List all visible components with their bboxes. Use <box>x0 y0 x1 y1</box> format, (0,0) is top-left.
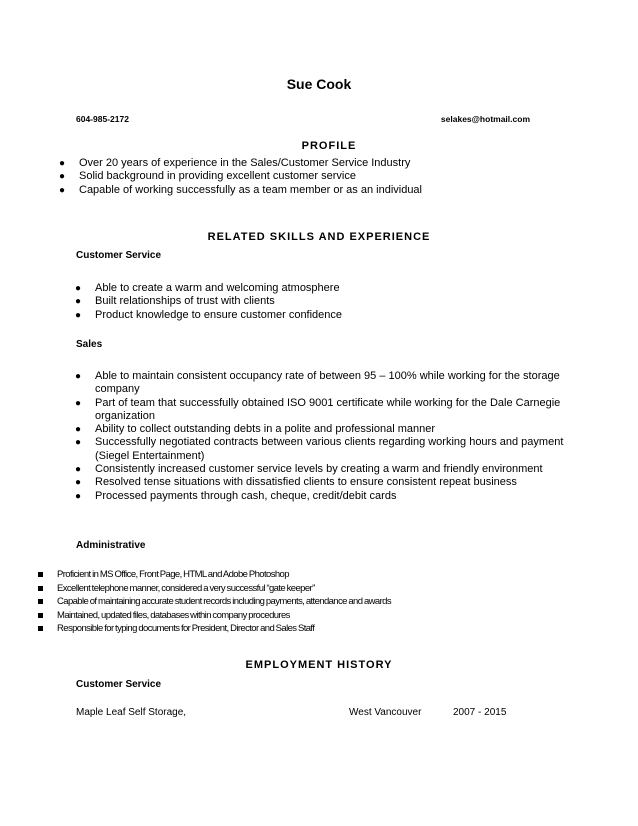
list-item: ● Ability to collect outstanding debts in a polite and professional manner <box>75 423 435 436</box>
customer-service-list <box>75 282 565 322</box>
square-bullet-icon <box>38 626 43 631</box>
location: West Vancouver <box>349 707 422 718</box>
list-item: ● Part of team that successfully obtained ISO 9001 certificate while working for the Dale Carnegie organization <box>75 396 561 422</box>
bullet-icon: ● <box>75 424 82 436</box>
bullet-icon: ● <box>75 490 82 502</box>
employment-section-title: Customer Service <box>76 679 162 690</box>
bullet-icon: ● <box>75 464 82 476</box>
square-bullet-icon <box>38 572 43 577</box>
bullet-icon: ● <box>59 158 66 169</box>
list-item: ● Able to create a warm and welcoming atmosphere <box>75 282 340 294</box>
list-item: ● Solid background in providing excellent customer service <box>59 170 356 183</box>
square-bullet-icon <box>38 599 43 604</box>
list-item: ● Successfully negotiated contracts between various clients regarding working hours and payment (Siegel Entertainment) <box>75 436 564 462</box>
list-item: Excellent telephone manner, considered a very successful “gate keeper” <box>57 582 391 596</box>
list-item: ● Processed payments through cash, cheque, credit/debit cards <box>75 489 397 502</box>
bullet-icon: ● <box>75 283 82 294</box>
list-item: ● Able to maintain consistent occupancy rate of between 95 – 100% while working for the storage company <box>75 370 560 396</box>
profile-heading: PROFILE <box>301 140 357 152</box>
bullet-icon: ● <box>75 296 82 308</box>
sales-title: Sales <box>76 339 103 350</box>
sales-list <box>75 370 565 503</box>
employment-heading: EMPLOYMENT HISTORY <box>245 659 393 671</box>
bullet-icon: ● <box>75 437 82 449</box>
list-item: Maintained, updated files, databases within company procedures <box>57 609 391 623</box>
bullet-icon: ● <box>75 309 82 321</box>
list-item: ● Product knowledge to ensure customer confidence <box>75 308 343 321</box>
profile-list <box>59 157 579 197</box>
list-item: Capable of maintaining accurate student records including payments, attendance and awards <box>57 595 391 609</box>
administrative-list <box>57 568 391 636</box>
square-bullet-icon <box>38 586 43 591</box>
administrative-title: Administrative <box>76 540 146 551</box>
email-address: selakes@hotmail.com <box>440 114 530 124</box>
resume-name: Sue Cook <box>286 76 352 92</box>
bullet-icon: ● <box>59 171 66 183</box>
bullet-icon: ● <box>75 397 82 409</box>
customer-service-title: Customer Service <box>76 250 162 261</box>
bullet-icon: ● <box>75 371 82 382</box>
years: 2007 - 2015 <box>453 707 507 718</box>
bullet-icon: ● <box>75 477 82 489</box>
employer: Maple Leaf Self Storage, <box>76 707 187 718</box>
square-bullet-icon <box>38 613 43 618</box>
phone-number: 604-985-2172 <box>76 114 129 124</box>
list-item: ● Resolved tense situations with dissatisfied clients to ensure consistent repeat business <box>75 476 517 489</box>
list-item: ● Consistently increased customer service levels by creating a warm and friendly environment <box>75 463 543 476</box>
list-item: Proficient in MS Office, Front Page, HTML and Adobe Photoshop <box>57 568 391 582</box>
list-item: ● Capable of working successfully as a team member or as an individual <box>59 183 422 196</box>
list-item: ● Over 20 years of experience in the Sales/Customer Service Industry <box>59 157 411 169</box>
bullet-icon: ● <box>59 184 66 196</box>
skills-heading: RELATED SKILLS AND EXPERIENCE <box>207 231 431 243</box>
list-item: ● Built relationships of trust with clients <box>75 295 275 308</box>
list-item: Responsible for typing documents for President, Director and Sales Staff <box>57 622 391 636</box>
